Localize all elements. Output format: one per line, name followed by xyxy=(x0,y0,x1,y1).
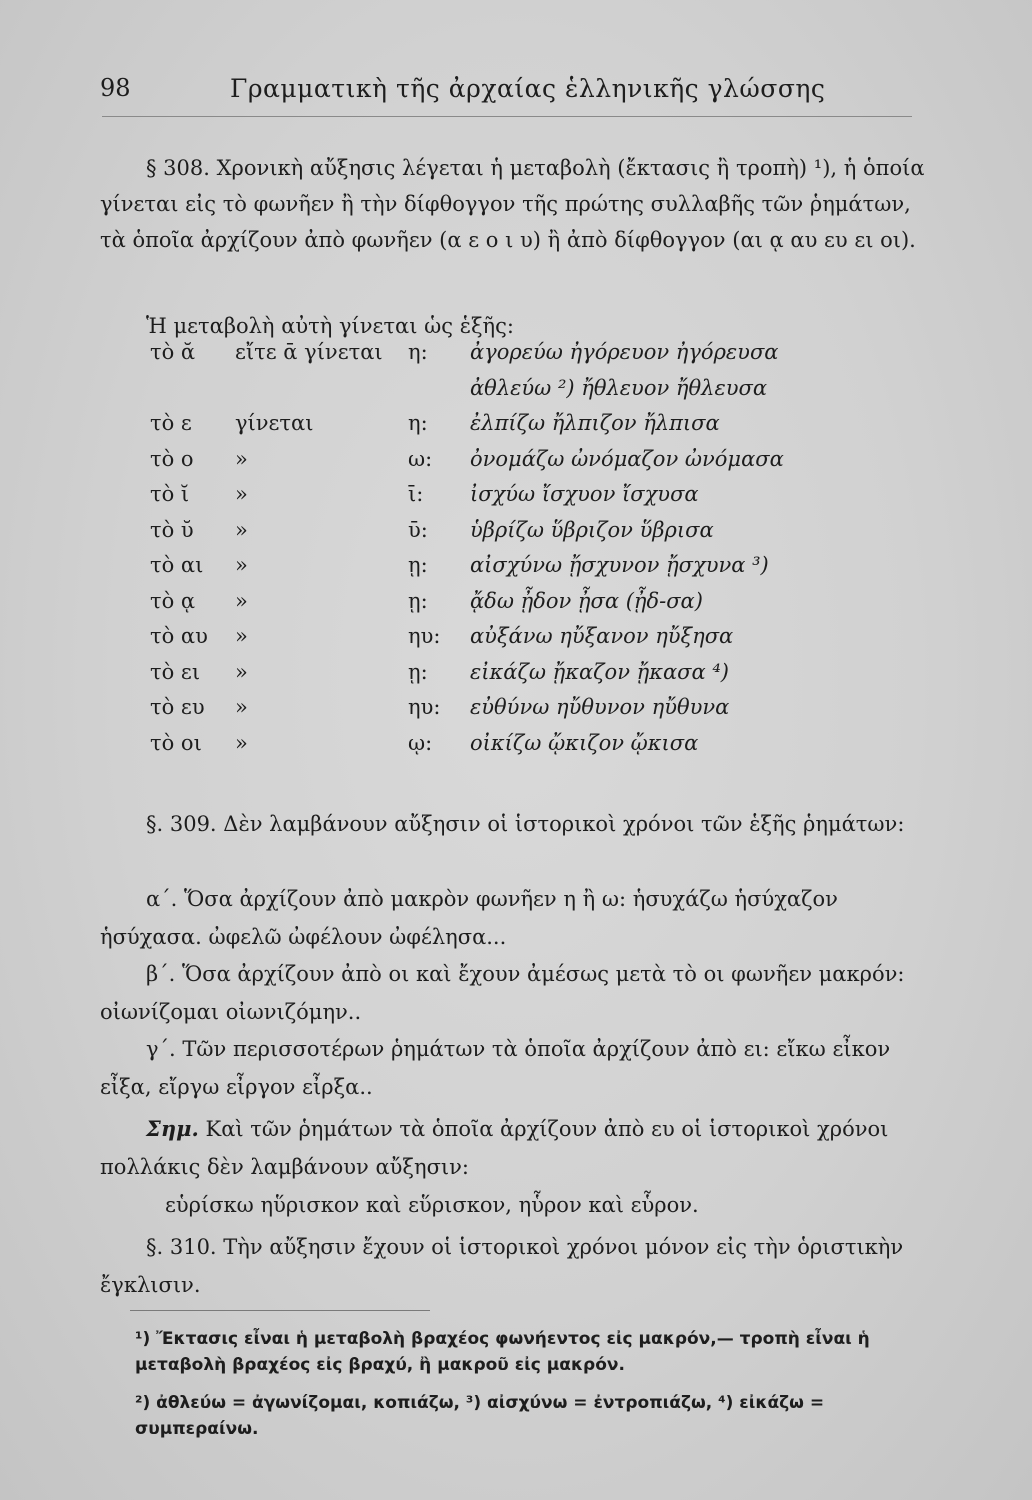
row-example: ἰσχύω ἴσχυον ἴσχυσα xyxy=(470,482,699,506)
table-row xyxy=(150,660,910,696)
row-verb: » xyxy=(235,588,248,613)
row-verb: εἴτε ᾱ γίνεται xyxy=(235,340,383,364)
table-row xyxy=(150,695,910,731)
row-to: ω: xyxy=(408,446,433,471)
section-309-heading: §. 309. Δὲν λαμβάνουν αὔξησιν οἱ ἱστορικοὶ χρόνοι τῶν ἑξῆς ῥημάτων: xyxy=(146,812,905,836)
page-number: 98 xyxy=(100,74,131,102)
table-row xyxy=(150,482,910,518)
row-from: τὸ ᾳ xyxy=(150,588,196,613)
row-example: εἰκάζω ᾔκαζον ᾔκασα ⁴) xyxy=(470,659,729,684)
note-example: εὑρίσκω ηὕρισκον καὶ εὕρισκον, ηὗρον καὶ εὗρον. xyxy=(165,1193,699,1217)
row-from: τὸ ῠ xyxy=(150,517,194,542)
row-to: ῡ: xyxy=(408,517,428,542)
row-from: τὸ ῐ xyxy=(150,482,190,506)
row-from: τὸ οι xyxy=(150,730,202,755)
row-example: οἰκίζω ᾤκιζον ᾤκισα xyxy=(470,730,699,755)
row-to: η: xyxy=(408,340,428,364)
row-verb: » xyxy=(235,553,248,577)
table-row xyxy=(150,340,910,376)
table-row xyxy=(150,518,910,554)
row-example: αὐξάνω ηὔξανον ηὔξησα xyxy=(470,624,734,648)
table-row xyxy=(150,624,910,660)
row-example: εὐθύνω ηὔθυνον ηὔθυνα xyxy=(470,695,730,719)
row-to: ῳ: xyxy=(408,730,433,755)
footnote-1: ¹) Ἔκτασις εἶναι ἡ μεταβολὴ βραχέος φωνήεντος εἰς μακρόν,— τροπὴ εἶναι ἡ μεταβολὴ βραχέος εἰς βραχύ, ἢ μακροῦ εἰς μακρόν. xyxy=(135,1329,870,1375)
table-row xyxy=(150,731,910,767)
table-row xyxy=(150,376,910,412)
header-rule xyxy=(102,116,912,117)
footnote-rule xyxy=(130,1310,430,1311)
section-310: §. 310. Τὴν αὔξησιν ἔχουν οἱ ἱστορικοὶ χρόνοι μόνον εἰς τὴν ὁριστικὴν ἔγκλισιν. xyxy=(100,1235,904,1297)
row-to: ῃ: xyxy=(408,588,428,613)
row-from: τὸ ε xyxy=(150,411,192,435)
section-309-note xyxy=(100,1110,930,1186)
footnote-2: ²) ἀθλεύω = ἀγωνίζομαι, κοπιάζω, ³) αἰσχύνω = ἐντροπιάζω, ⁴) εἰκάζω = συμπεραίνω. xyxy=(135,1393,825,1439)
table-row xyxy=(150,447,910,483)
table-row xyxy=(150,553,910,589)
row-from: τὸ αυ xyxy=(150,624,208,648)
row-example: ἀγορεύω ἠγόρευον ἠγόρευσα xyxy=(470,340,779,364)
row-verb: » xyxy=(235,659,248,684)
section-308-definition: § 308. Χρονικὴ αὔξησις λέγεται ἡ μεταβολὴ (ἔκτασις ἢ τροπὴ) ¹), ἡ ὁποία γίνεται εἰς τὸ φωνῆεν ἢ τὴν δίφθογγον τῆς πρώτης συλλαβῆς τῶν ῥημάτων, τὰ ὁποῖα ἀρχίζουν ἀπὸ φωνῆεν (α ε ο ι υ) ἢ ἀπὸ δίφθογγον (αι ᾳ αυ ευ ει οι). xyxy=(100,156,925,252)
note-label: Σημ. xyxy=(146,1116,199,1141)
row-from: τὸ αι xyxy=(150,553,204,577)
table-row xyxy=(150,589,910,625)
row-verb: » xyxy=(235,446,248,471)
row-from: τὸ ευ xyxy=(150,695,205,719)
page-header xyxy=(100,74,922,114)
table-row xyxy=(150,411,910,447)
note-text: Καὶ τῶν ῥημάτων τὰ ὁποῖα ἀρχίζουν ἀπὸ ευ οἱ ἱστορικοὶ χρόνοι πολλάκις δὲν λαμβάνουν αὔξησιν: xyxy=(100,1117,889,1179)
row-verb: » xyxy=(235,517,248,542)
row-to: ῃ: xyxy=(408,659,428,684)
row-verb: » xyxy=(235,482,248,506)
row-example: ἀθλεύω ²) ἤθλευον ἤθλευσα xyxy=(470,375,767,400)
row-from: τὸ ο xyxy=(150,446,194,471)
row-example: ᾄδω ᾖδον ᾖσα (ᾖδ-σα) xyxy=(470,588,703,613)
augment-table xyxy=(150,340,910,766)
section-308-intro: Ἡ μεταβολὴ αὐτὴ γίνεται ὡς ἑξῆς: xyxy=(146,314,514,338)
row-verb: » xyxy=(235,695,248,719)
section-309-beta: β΄. Ὅσα ἀρχίζουν ἀπὸ οι καὶ ἔχουν ἀμέσως μετὰ τὸ οι φωνῆεν μακρόν: οἰωνίζομαι οἰωνιζόμην.. xyxy=(100,962,905,1024)
row-to: η: xyxy=(408,411,428,435)
section-309-alpha: α΄. Ὅσα ἀρχίζουν ἀπὸ μακρὸν φωνῆεν η ἢ ω: ἡσυχάζω ἡσύχαζον ἡσύχασα. ὠφελῶ ὠφέλουν ὠφέλησα... xyxy=(100,887,838,949)
section-309-gamma: γ΄. Τῶν περισσοτέρων ῥημάτων τὰ ὁποῖα ἀρχίζουν ἀπὸ ει: εἴκω εἶκον εἶξα, εἴργω εἶργον εἶρξα.. xyxy=(100,1037,891,1099)
row-to: ῃ: xyxy=(408,553,428,577)
row-from: τὸ ᾰ xyxy=(150,340,196,364)
row-verb: γίνεται xyxy=(235,411,314,435)
row-verb: » xyxy=(235,730,248,755)
row-to: ῑ: xyxy=(408,482,424,506)
row-from: τὸ ει xyxy=(150,659,201,684)
row-example: αἰσχύνω ᾔσχυνον ᾔσχυνα ³) xyxy=(470,553,769,577)
row-example: ἐλπίζω ἤλπιζον ἤλπισα xyxy=(470,411,720,435)
row-verb: » xyxy=(235,624,248,648)
row-to: ηυ: xyxy=(408,695,441,719)
row-to: ηυ: xyxy=(408,624,441,648)
row-example: ὀνομάζω ὠνόμαζον ὠνόμασα xyxy=(470,446,784,471)
running-title: Γραμματικὴ τῆς ἀρχαίας ἑλληνικῆς γλώσσης xyxy=(230,74,826,103)
row-example: ὑβρίζω ὕβριζον ὕβρισα xyxy=(470,517,714,542)
